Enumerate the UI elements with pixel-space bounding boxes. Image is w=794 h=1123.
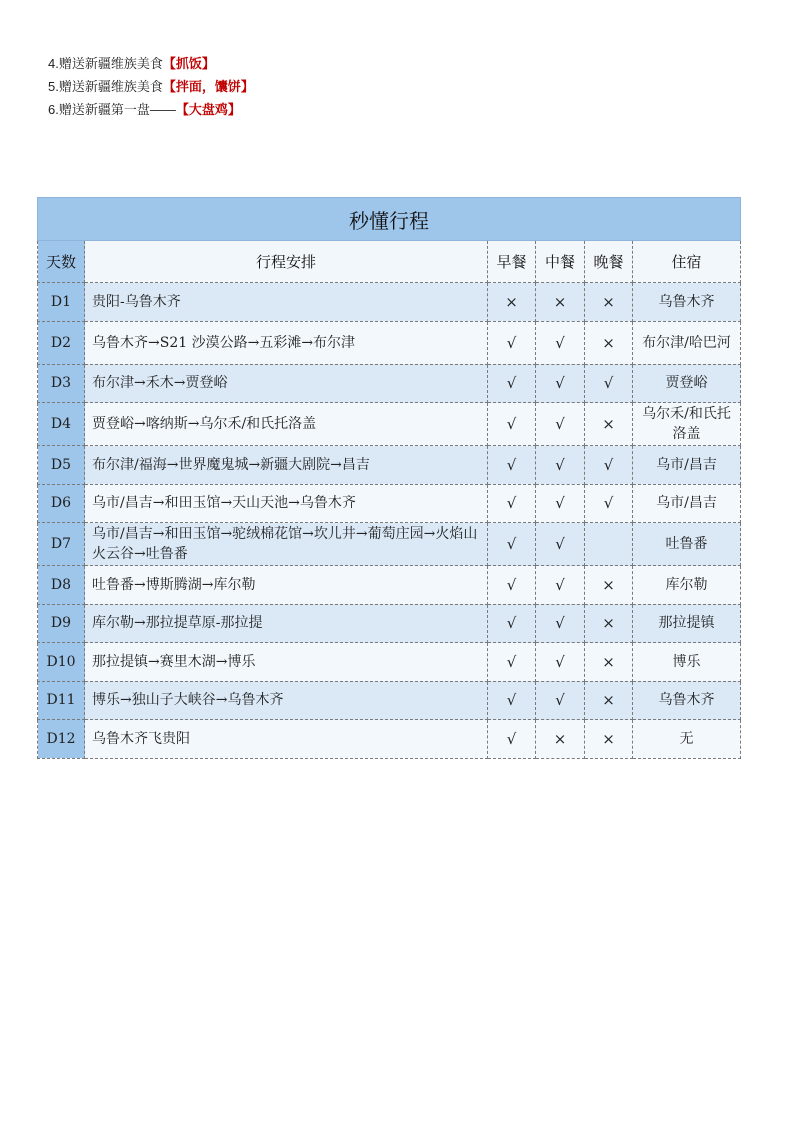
lunch-cell: √ (536, 604, 585, 643)
dinner-cell (585, 523, 633, 566)
gift-item-highlight: 【拌面，馕饼】 (162, 79, 254, 94)
gift-item-text: 4.赠送新疆维族美食 (48, 56, 163, 71)
itinerary-table (37, 197, 741, 759)
lunch-cell: × (536, 720, 585, 759)
day-cell: D3 (38, 364, 85, 403)
lunch-cell: √ (536, 364, 585, 403)
table-row (38, 364, 741, 403)
route-cell: 布尔津/福海→世界魔鬼城→新疆大剧院→昌吉 (85, 446, 488, 485)
stay-cell: 吐鲁番 (633, 523, 741, 566)
stay-cell: 乌市/昌吉 (633, 484, 741, 523)
breakfast-cell: √ (488, 321, 536, 364)
stay-cell: 贾登峪 (633, 364, 741, 403)
day-cell: D6 (38, 484, 85, 523)
stay-cell: 乌鲁木齐 (633, 283, 741, 322)
route-cell: 贵阳-乌鲁木齐 (85, 283, 488, 322)
header-stay: 住宿 (633, 241, 741, 283)
dinner-cell: √ (585, 484, 633, 523)
day-cell: D8 (38, 566, 85, 605)
breakfast-cell: √ (488, 566, 536, 605)
gift-item (48, 52, 254, 75)
lunch-cell: √ (536, 681, 585, 720)
route-cell: 吐鲁番→博斯腾湖→库尔勒 (85, 566, 488, 605)
stay-cell: 乌市/昌吉 (633, 446, 741, 485)
table-title: 秒懂行程 (38, 198, 741, 241)
route-cell: 乌鲁木齐飞贵阳 (85, 720, 488, 759)
header-breakfast: 早餐 (488, 241, 536, 283)
dinner-cell: × (585, 321, 633, 364)
lunch-cell: √ (536, 566, 585, 605)
route-cell: 博乐→独山子大峡谷→乌鲁木齐 (85, 681, 488, 720)
breakfast-cell: √ (488, 523, 536, 566)
day-cell: D12 (38, 720, 85, 759)
breakfast-cell: √ (488, 446, 536, 485)
day-cell: D4 (38, 403, 85, 446)
route-cell: 乌市/昌吉→和田玉馆→天山天池→乌鲁木齐 (85, 484, 488, 523)
dinner-cell: × (585, 720, 633, 759)
gift-item-highlight: 【大盘鸡】 (175, 102, 241, 117)
table-row (38, 484, 741, 523)
table-header-row (38, 241, 741, 283)
header-dinner: 晚餐 (585, 241, 633, 283)
dinner-cell: × (585, 283, 633, 322)
lunch-cell: √ (536, 321, 585, 364)
stay-cell: 博乐 (633, 643, 741, 682)
lunch-cell: × (536, 283, 585, 322)
stay-cell: 乌尔禾/和氏托洛盖 (633, 403, 741, 446)
dinner-cell: × (585, 681, 633, 720)
header-day: 天数 (38, 241, 85, 283)
lunch-cell: √ (536, 446, 585, 485)
breakfast-cell: √ (488, 720, 536, 759)
route-cell: 乌鲁木齐→S21 沙漠公路→五彩滩→布尔津 (85, 321, 488, 364)
breakfast-cell: × (488, 283, 536, 322)
header-lunch: 中餐 (536, 241, 585, 283)
dinner-cell: × (585, 604, 633, 643)
lunch-cell: √ (536, 403, 585, 446)
breakfast-cell: √ (488, 364, 536, 403)
table-row (38, 446, 741, 485)
day-cell: D10 (38, 643, 85, 682)
route-cell: 库尔勒→那拉提草原-那拉提 (85, 604, 488, 643)
table-row (38, 643, 741, 682)
gift-item (48, 98, 254, 121)
day-cell: D9 (38, 604, 85, 643)
route-cell: 布尔津→禾木→贾登峪 (85, 364, 488, 403)
route-cell: 那拉提镇→赛里木湖→博乐 (85, 643, 488, 682)
breakfast-cell: √ (488, 403, 536, 446)
breakfast-cell: √ (488, 681, 536, 720)
gift-item-highlight: 【抓饭】 (162, 56, 215, 71)
itinerary-body (38, 283, 741, 759)
table-row (38, 283, 741, 322)
table-row (38, 604, 741, 643)
dinner-cell: √ (585, 446, 633, 485)
route-cell: 贾登峪→喀纳斯→乌尔禾/和氏托洛盖 (85, 403, 488, 446)
breakfast-cell: √ (488, 484, 536, 523)
table-row (38, 566, 741, 605)
stay-cell: 库尔勒 (633, 566, 741, 605)
table-row (38, 681, 741, 720)
stay-cell: 无 (633, 720, 741, 759)
gift-item (48, 75, 254, 98)
breakfast-cell: √ (488, 643, 536, 682)
dinner-cell: × (585, 403, 633, 446)
day-cell: D1 (38, 283, 85, 322)
table-row (38, 720, 741, 759)
stay-cell: 乌鲁木齐 (633, 681, 741, 720)
day-cell: D5 (38, 446, 85, 485)
header-route: 行程安排 (85, 241, 488, 283)
stay-cell: 那拉提镇 (633, 604, 741, 643)
day-cell: D7 (38, 523, 85, 566)
gift-item-text: 6.赠送新疆第一盘—— (48, 102, 176, 117)
gift-item-text: 5.赠送新疆维族美食 (48, 79, 163, 94)
lunch-cell: √ (536, 523, 585, 566)
dinner-cell: × (585, 566, 633, 605)
stay-cell: 布尔津/哈巴河 (633, 321, 741, 364)
table-row (38, 403, 741, 446)
table-row (38, 321, 741, 364)
breakfast-cell: √ (488, 604, 536, 643)
dinner-cell: √ (585, 364, 633, 403)
dinner-cell: × (585, 643, 633, 682)
lunch-cell: √ (536, 643, 585, 682)
day-cell: D2 (38, 321, 85, 364)
day-cell: D11 (38, 681, 85, 720)
route-cell: 乌市/昌吉→和田玉馆→驼绒棉花馆→坎儿井→葡萄庄园→火焰山火云谷→吐鲁番 (85, 523, 488, 566)
table-row (38, 523, 741, 566)
gift-list (48, 52, 254, 121)
lunch-cell: √ (536, 484, 585, 523)
